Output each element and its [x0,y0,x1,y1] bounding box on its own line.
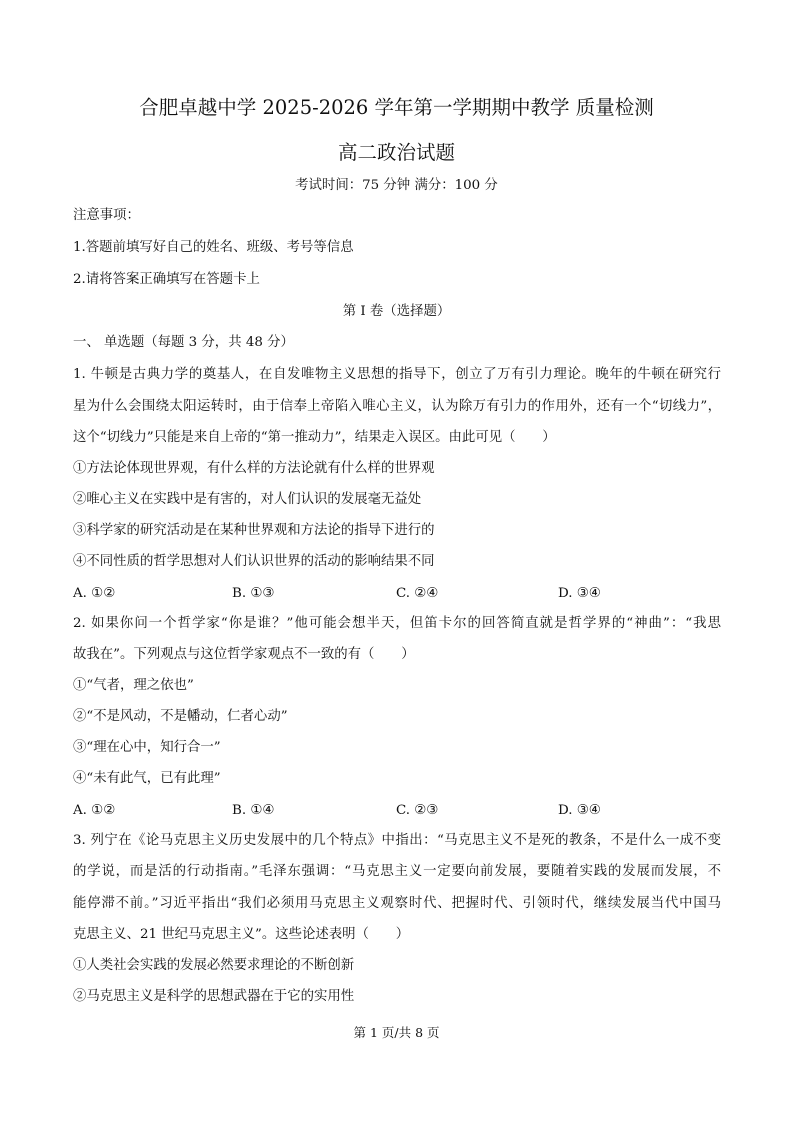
question-2-statement: ④“未有此气，已有此理” [73,771,221,786]
question-2-statement: ③“理在心中，知行合一” [73,740,221,755]
question-1-line: 这个“切线力”只能是来自上帝的“第一推动力”，结果走入误区。由此可见（ ） [73,430,556,445]
question-2-option-b: B. ①④ [232,803,275,818]
question-1-option-b: B. ①③ [232,586,275,601]
question-3-statement: ①人类社会实践的发展必然要求理论的不断创新 [73,958,355,973]
question-1-option-d: D. ③④ [558,586,601,601]
question-2-line: 故我在”。下列观点与这位哲学家观点不一致的有（ ） [73,647,415,662]
note-item: 1.答题前填写好自己的姓名、班级、考号等信息 [73,240,354,255]
question-2-statement: ②“不是风动，不是幡动，仁者心动” [73,709,288,724]
question-2-statement: ①“气者，理之依也” [73,678,194,693]
question-2-option-a: A. ①② [73,803,116,818]
question-1-statement: ④不同性质的哲学思想对人们认识世界的活动的影响结果不同 [73,554,435,569]
exam-info: 考试时间：75 分钟 满分：100 分 [295,178,498,193]
question-1-statement: ③科学家的研究活动是在某种世界观和方法论的指导下进行的 [73,523,435,538]
question-3-line: 3. 列宁在《论马克思主义历史发展中的几个特点》中指出：“马克思主义不是死的教条，不是什么一成不变 [73,833,721,848]
question-1-line: 星为什么会围绕太阳运转时，由于信奉上帝陷入唯心主义，认为除万有引力的作用外，还有一个“切线力”， [73,399,721,414]
exam-title: 合肥卓越中学 2025-2026 学年第一学期期中教学 质量检测 [139,96,654,119]
volume-heading: 第 I 卷（选择题） [342,304,451,319]
question-1-line: 1. 牛顿是古典力学的奠基人，在自发唯物主义思想的指导下，创立了万有引力理论。晚年的牛顿在研究行 [73,367,721,382]
question-3-statement: ②马克思主义是科学的思想武器在于它的实用性 [73,989,355,1004]
question-3-line: 能停滞不前。”习近平指出“我们必须用马克思主义观察时代、把握时代、引领时代，继续发展当代中国马 [73,896,721,911]
question-2-option-d: D. ③④ [558,803,601,818]
note-item: 2.请将答案正确填写在答题卡上 [73,272,260,287]
question-2-option-c: C. ②③ [396,803,439,818]
question-1-statement: ②唯心主义在实践中是有害的，对人们认识的发展毫无益处 [73,492,422,507]
exam-subtitle: 高二政治试题 [337,141,455,164]
question-1-option-c: C. ②④ [396,586,439,601]
page-footer: 第 1 页/共 8 页 [353,1025,440,1040]
section-heading: 一、 单选题（每题 3 分，共 48 分） [73,335,294,350]
question-2-line: 2. 如果你问一个哲学家“你是谁？”他可能会想半天，但笛卡尔的回答简直就是哲学界的“神曲”：“我思 [73,616,721,631]
question-1-option-a: A. ①② [73,586,116,601]
question-3-line: 克思主义、21 世纪马克思主义”。这些论述表明（ ） [73,927,410,942]
question-1-statement: ①方法论体现世界观，有什么样的方法论就有什么样的世界观 [73,461,435,476]
question-3-line: 的学说，而是活的行动指南。”毛泽东强调：“马克思主义一定要向前发展，要随着实践的发展而发展，不 [73,864,721,879]
notes-heading: 注意事项： [73,208,140,223]
